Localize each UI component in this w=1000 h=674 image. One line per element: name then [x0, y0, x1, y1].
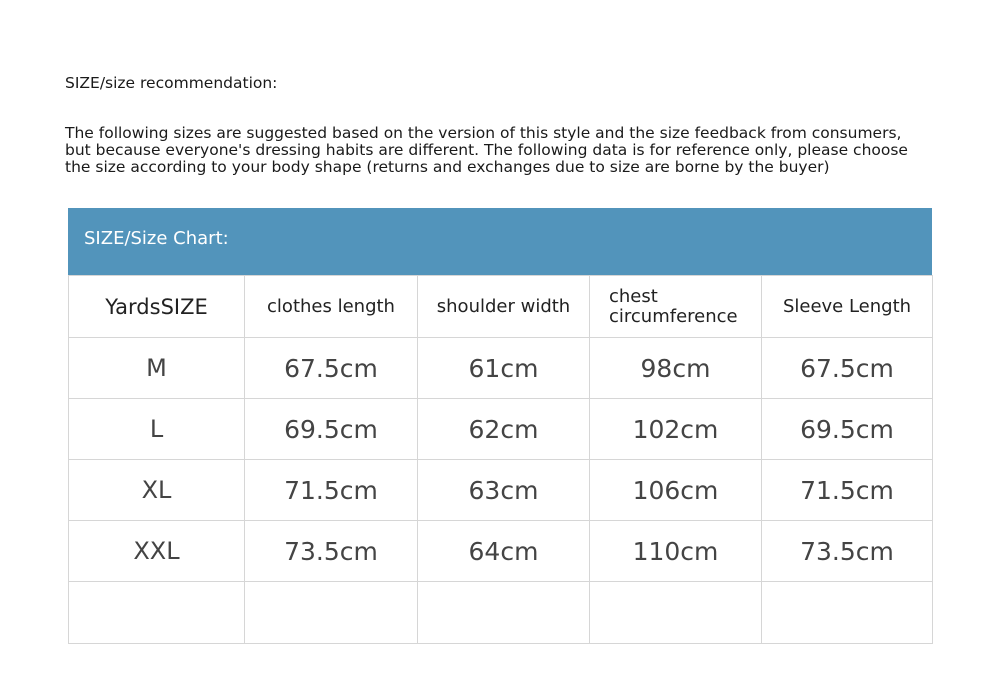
table-header-row — [69, 276, 933, 338]
clothes-length-cell: 69.5cm — [245, 399, 418, 460]
clothes-length-cell: 67.5cm — [245, 338, 418, 399]
empty-cell — [418, 582, 590, 644]
shoulder-width-cell: 63cm — [418, 460, 590, 521]
table-row — [69, 460, 933, 521]
intro-line: The following sizes are suggested based on the version of this style and the size feedback from consumers, — [65, 124, 902, 142]
sleeve-length-cell: 73.5cm — [762, 521, 933, 582]
table-row — [69, 521, 933, 582]
empty-cell — [590, 582, 762, 644]
empty-cell — [762, 582, 933, 644]
sleeve-length-cell: 69.5cm — [762, 399, 933, 460]
column-header-size: YardsSIZE — [69, 276, 245, 338]
shoulder-width-cell: 61cm — [418, 338, 590, 399]
size-cell: L — [69, 399, 245, 460]
chest-circumference-cell: 98cm — [590, 338, 762, 399]
column-header-shoulder-width: shoulder width — [418, 276, 590, 338]
shoulder-width-cell: 62cm — [418, 399, 590, 460]
size-cell: M — [69, 338, 245, 399]
clothes-length-cell: 73.5cm — [245, 521, 418, 582]
size-chart — [68, 208, 932, 644]
column-header-clothes-length: clothes length — [245, 276, 418, 338]
size-recommendation-heading: SIZE/size recommendation: — [65, 74, 278, 92]
chest-circumference-cell: 106cm — [590, 460, 762, 521]
size-table — [68, 275, 933, 644]
empty-cell — [245, 582, 418, 644]
shoulder-width-cell: 64cm — [418, 521, 590, 582]
size-cell: XL — [69, 460, 245, 521]
table-row — [69, 399, 933, 460]
sleeve-length-cell: 67.5cm — [762, 338, 933, 399]
empty-cell — [69, 582, 245, 644]
size-recommendation-text — [65, 125, 945, 176]
column-header-chest-circumference: chest circumference — [590, 276, 762, 338]
chest-circumference-cell: 102cm — [590, 399, 762, 460]
intro-line: but because everyone's dressing habits are different. The following data is for reference only, please choose — [65, 141, 908, 159]
chest-circumference-cell: 110cm — [590, 521, 762, 582]
intro-line: the size according to your body shape (returns and exchanges due to size are borne by the buyer) — [65, 158, 830, 176]
table-row — [69, 338, 933, 399]
sleeve-length-cell: 71.5cm — [762, 460, 933, 521]
empty-table-row — [69, 582, 933, 644]
size-chart-title: SIZE/Size Chart: — [68, 208, 932, 275]
column-header-sleeve-length: Sleeve Length — [762, 276, 933, 338]
clothes-length-cell: 71.5cm — [245, 460, 418, 521]
size-cell: XXL — [69, 521, 245, 582]
